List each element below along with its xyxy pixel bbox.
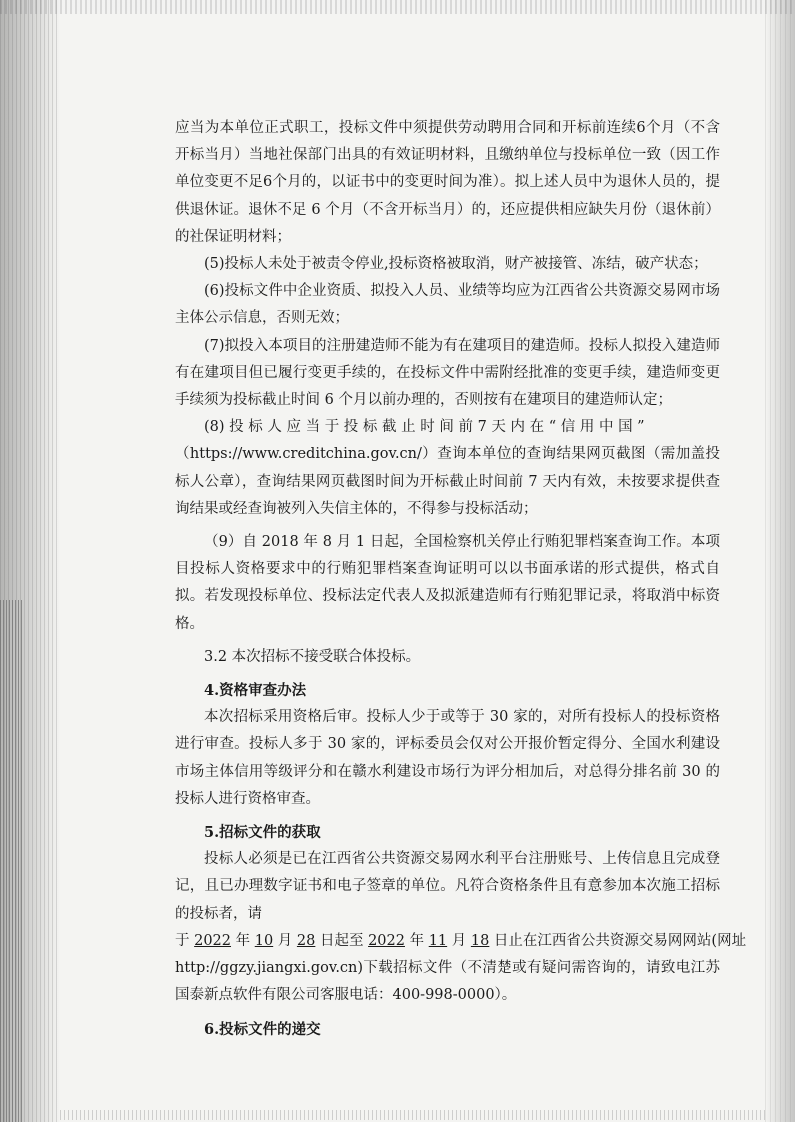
- scan-edge-left-shadow: [0, 600, 22, 1122]
- item-7: (7)拟投入本项目的注册建造师不能为有在建项目的建造师。投标人拟投入建造师有在建项目但已履行变更手续的，在投标文件中需附经批准的变更手续，建造师变更手续须为投标截止时间 6 个月以前办理的，否则按有在建项目的建造师认定；: [175, 337, 720, 409]
- item-8-body: （https://www.creditchina.gov.cn/）查询本单位的查询结果网页截图（需加盖投标人公章），查询结果网页截图时间为开标截止时间前 7 天内有效，未按要求提供查询结果或经查询被列入失信主体的，不得参与投标活动；: [175, 446, 720, 517]
- date-text: 日止在江西省公共资源交易网网站(网址: [489, 932, 747, 949]
- section-4-body: 本次招标采用资格后审。投标人少于或等于 30 家的，对所有投标人的投标资格进行审查。投标人多于 30 家的，评标委员会仅对公开报价暂定得分、全国水利建设市场主体信用等级评分和在赣水利建设市场行为评分相加后，对总得分排名前 30 的投标人进行资格审查。: [175, 709, 720, 807]
- item-9: （9）自 2018 年 8 月 1 日起，全国检察机关停止行贿犯罪档案查询工作。本项目投标人资格要求中的行贿犯罪档案查询证明可以以书面承诺的形式提供，格式自拟。若发现投标单位、投标法定代表人及拟派建造师有行贿犯罪记录，将取消中标资格。: [175, 534, 720, 632]
- date-text: 月: [273, 932, 297, 949]
- end-month: 11: [428, 932, 448, 949]
- date-text: 月: [447, 932, 471, 949]
- section-5-body-3: http://ggzy.jiangxi.gov.cn)下载招标文件（不清楚或有疑问需咨询的，请致电江苏国泰新点软件有限公司客服电话：400-998-0000）。: [175, 960, 720, 1004]
- start-month: 10: [254, 932, 274, 949]
- date-text: 年: [404, 932, 429, 949]
- date-text: 日起至: [315, 932, 369, 949]
- start-day: 28: [296, 932, 316, 949]
- scan-edge-bottom: [60, 1110, 765, 1120]
- item-6: (6)投标文件中企业资质、拟投入人员、业绩等均应为江西省公共资源交易网市场主体公示信息，否则无效；: [175, 283, 720, 327]
- scan-edge-right: [765, 0, 795, 1122]
- scan-edge-top: [0, 0, 795, 14]
- section-5-title: 5.招标文件的获取: [204, 824, 321, 842]
- paragraph-continued: 应当为本单位正式职工，投标文件中须提供劳动聘用合同和开标前连续6个月（不含开标当月）当地社保部门出具的有效证明材料，且缴纳单位与投标单位一致（因工作单位变更不足6个月的，以证书中的变更时间为准）。拟上述人员中为退休人员的，提供退休证。退休不足 6 个月（不含开标当月）的，还应提供相应缺失月份（退休前）的社保证明材料；: [175, 120, 720, 245]
- item-3-2: 3.2 本次招标不接受联合体投标。: [204, 648, 421, 665]
- end-year: 2022: [368, 932, 405, 949]
- start-year: 2022: [194, 932, 232, 949]
- section-6-title: 6.投标文件的递交: [204, 1020, 321, 1038]
- document-page: [175, 115, 747, 1043]
- section-5-body-1: 投标人必须是已在江西省公共资源交易网水利平台注册账号、上传信息且完成登记，且已办理数字证书和电子签章的单位。凡符合资格条件且有意参加本次施工招标的投标者，请: [175, 851, 720, 922]
- item-8-first-line: (8) 投 标 人 应 当 于 投 标 截 止 时 间 前 7 天 内 在 “ 信 用 中 国 ”: [204, 419, 645, 436]
- section-5-dates-line: [175, 928, 747, 955]
- item-5: (5)投标人未处于被责令停业,投标资格被取消，财产被接管、冻结，破产状态；: [204, 256, 708, 273]
- section-4-title: 4.资格审查办法: [204, 682, 307, 700]
- end-day: 18: [470, 932, 490, 949]
- date-text: 年: [231, 932, 255, 949]
- date-text: 于: [175, 932, 195, 949]
